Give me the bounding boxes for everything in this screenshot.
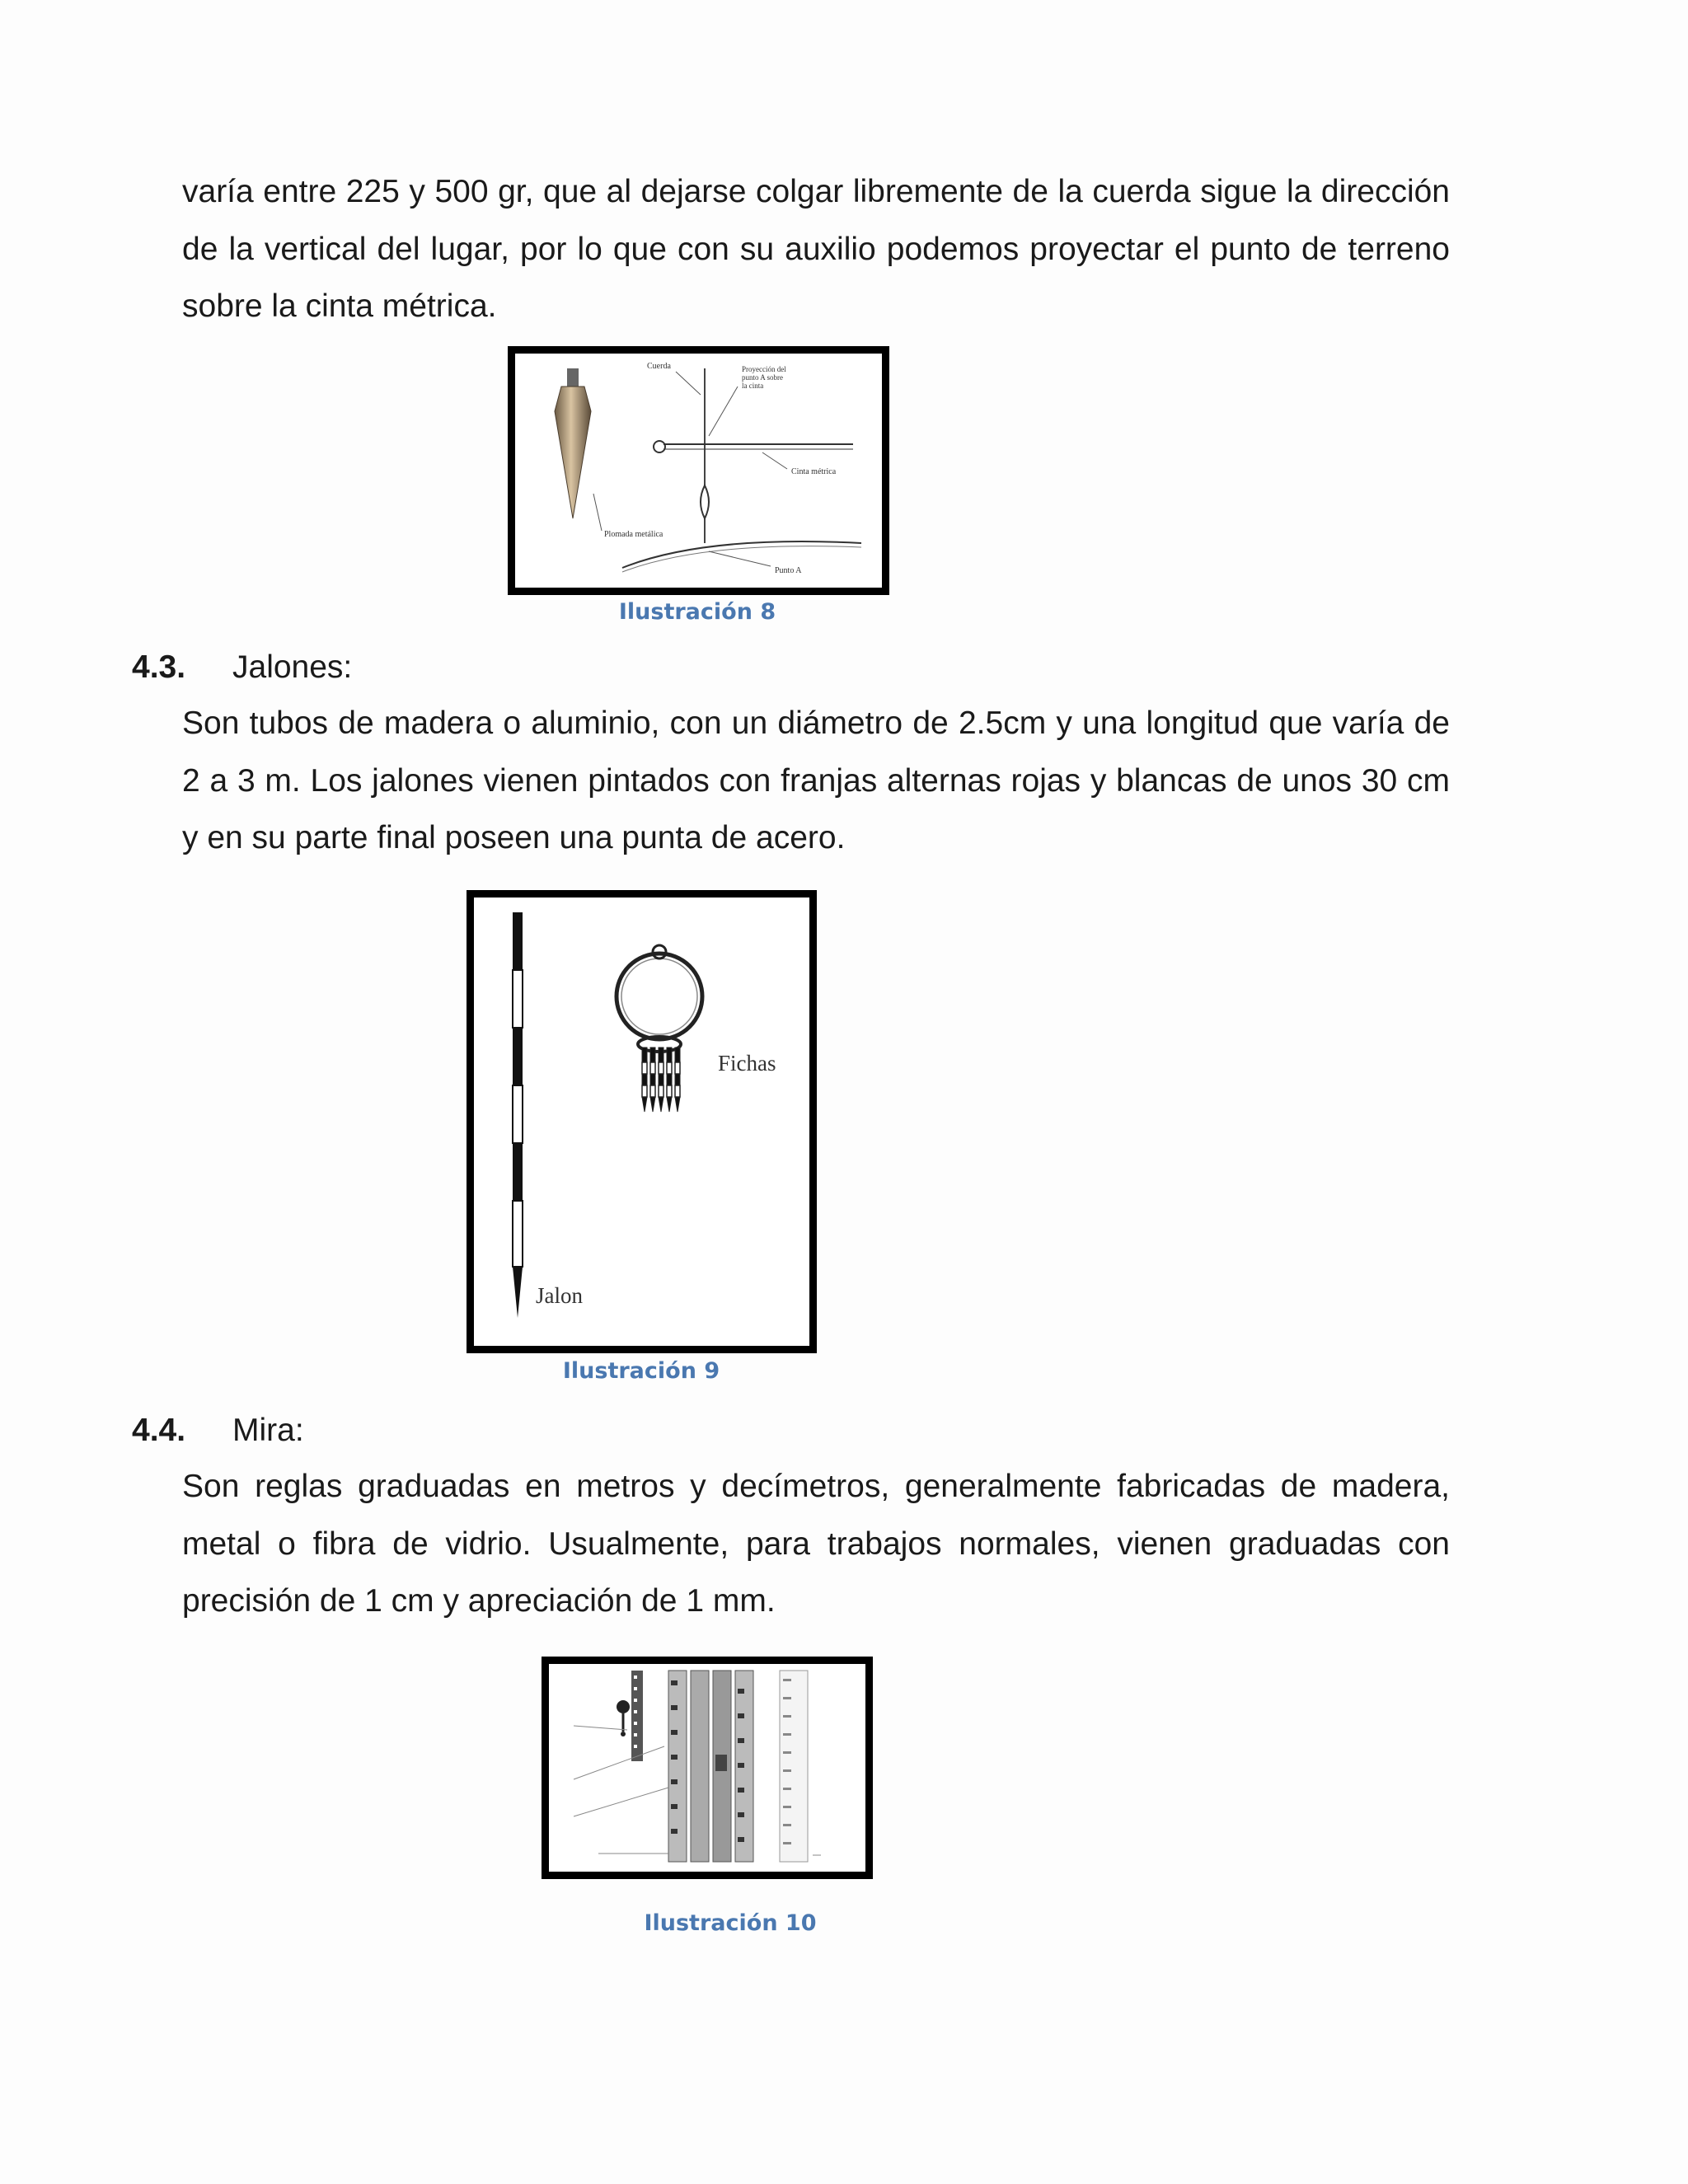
caption-figure8: Ilustración 8 [618,599,776,625]
fichas-ring [617,945,702,1112]
label-proyeccion-1: Proyección del [742,365,786,373]
figure-jalon [467,890,817,1353]
plumb-bob-cap [567,368,579,387]
figure-plumb-bob [508,346,889,595]
label-cuerda: Cuerda [647,362,671,371]
plumb-bob-body [555,387,591,518]
label-proyeccion-3: la cinta [742,382,764,390]
figure-mira [542,1657,873,1879]
heading-4-3-title: Jalones: [232,649,353,685]
label-fichas: Fichas [718,1051,776,1076]
caption-figure9: Ilustración 9 [562,1358,720,1384]
jalon-illustration [474,898,809,1346]
label-plomada: Plomada metálica [604,530,663,539]
heading-4-3 [132,647,352,688]
caption-figure10: Ilustración 10 [644,1910,817,1936]
heading-4-4 [132,1410,304,1451]
paragraph-4-3: Son tubos de madera o aluminio, con un diámetro de 2.5cm y una longitud que varía de 2 a 3 m. Los jalones vienen pintados con franjas alternas rojas y blancas de unos 30 cm y en su parte final poseen una punta de acero. [182,705,1450,855]
mira-rods-middle [668,1671,753,1862]
label-jalon: Jalon [536,1283,583,1308]
label-punto: Punto A [775,566,802,575]
heading-4-4-number: 4.4. [132,1413,186,1448]
heading-4-4-title: Mira: [232,1413,304,1448]
mira-illustration [549,1664,865,1872]
jalon-pole [513,912,523,1318]
heading-4-3-number: 4.3. [132,649,186,685]
label-cinta: Cinta métrica [791,467,837,476]
plumb-bob-illustration [515,354,882,588]
label-proyeccion-2: punto A sobre [742,373,784,382]
intro-paragraph: varía entre 225 y 500 gr, que al dejarse colgar libremente de la cuerda sigue la dirección de la vertical del lugar, por lo que con su auxilio podemos proyectar el punto de terreno sobre la cinta métrica. [182,174,1450,324]
mira-rod-right [780,1671,808,1862]
paragraph-4-4: Son reglas graduadas en metros y decímetros, generalmente fabricadas de madera, metal o fibra de vidrio. Usualmente, para trabajos normales, vienen graduadas con precisión de 1 cm y apreciación de 1 mm. [182,1469,1450,1619]
mira-rod-left [617,1671,643,1761]
